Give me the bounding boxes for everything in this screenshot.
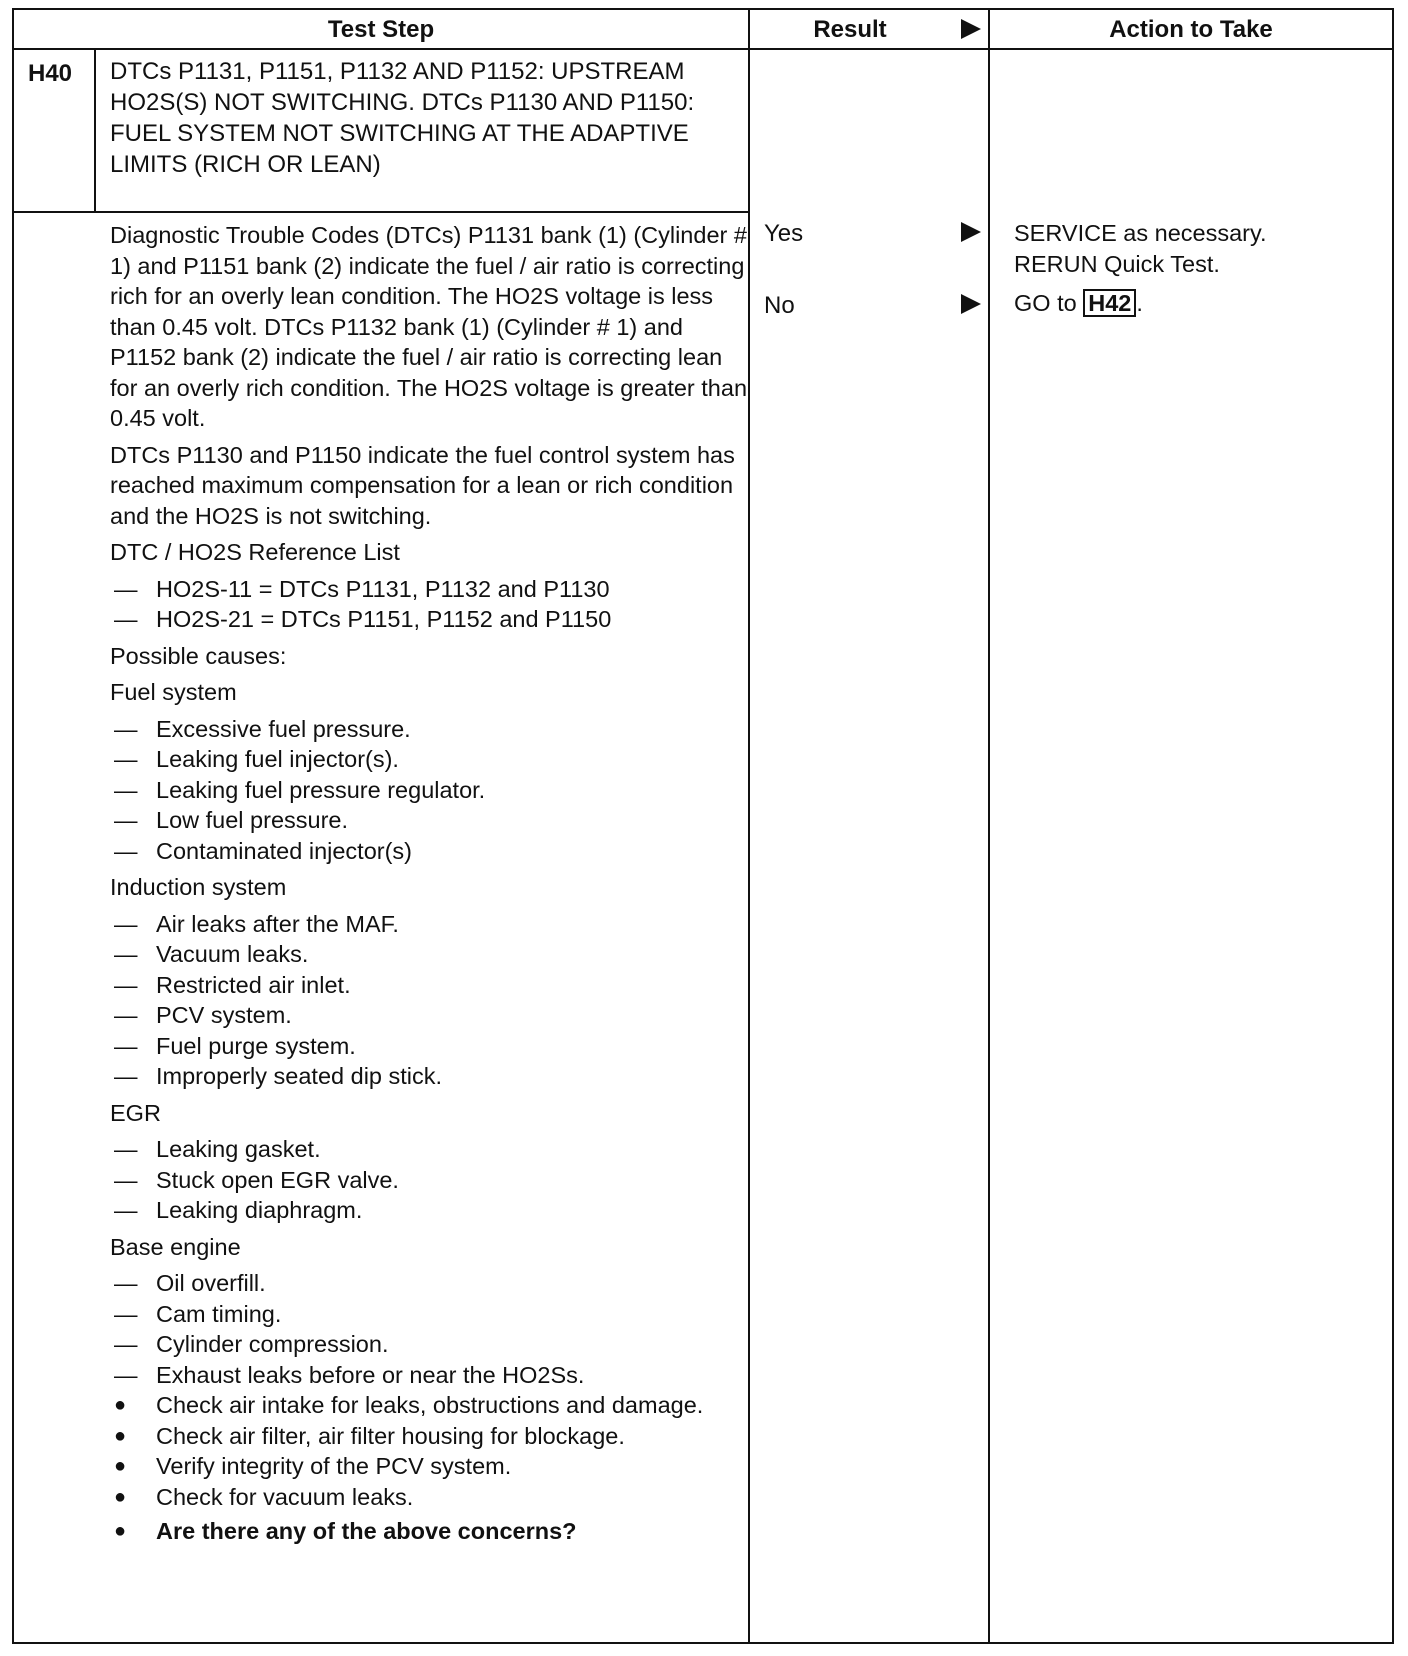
header-arrow-icon xyxy=(961,19,981,39)
divider-action xyxy=(988,10,990,1642)
fuel-list xyxy=(110,714,750,867)
body-paragraph-2: DTCs P1130 and P1150 indicate the fuel control system has reached maximum compensation for a lean or rich condition and the HO2S is not switching. xyxy=(110,441,735,529)
dash-icon: — xyxy=(114,1136,138,1162)
list-item: — Improperly seated dip stick. xyxy=(110,1061,750,1092)
action-no xyxy=(1014,288,1384,319)
list-item: — Oil overfill. xyxy=(110,1268,750,1299)
ref-heading: DTC / HO2S Reference List xyxy=(110,539,400,565)
dash-icon: — xyxy=(114,1197,138,1223)
bullet-icon: ● xyxy=(114,1394,127,1416)
causes-heading: Possible causes: xyxy=(110,642,287,669)
list-item: ● Check for vacuum leaks. xyxy=(110,1482,750,1513)
list-item: — Leaking fuel pressure regulator. xyxy=(110,775,750,806)
list-item: — Exhaust leaks before or near the HO2Ss. xyxy=(110,1360,750,1391)
list-item: — Stuck open EGR valve. xyxy=(110,1165,750,1196)
header-result: Result xyxy=(813,16,887,43)
dash-icon: — xyxy=(114,1300,138,1327)
action-yes-line-1: SERVICE as necessary. xyxy=(1014,220,1267,246)
list-item: — Cam timing. xyxy=(110,1299,750,1330)
dash-icon: — xyxy=(114,575,138,602)
list-item: — Air leaks after the MAF. xyxy=(110,909,750,940)
action-no-prefix: GO to xyxy=(1014,290,1077,316)
ref-list xyxy=(110,574,750,635)
dash-icon: — xyxy=(114,746,138,772)
induction-list xyxy=(110,909,750,1092)
dash-icon: — xyxy=(114,1002,138,1028)
header-action: Action to Take xyxy=(1109,16,1273,43)
dash-icon: — xyxy=(114,715,138,742)
dash-icon: — xyxy=(114,1331,138,1357)
dash-icon: — xyxy=(114,837,138,864)
bullet-icon: ● xyxy=(114,1455,127,1477)
bullet-icon: ● xyxy=(114,1485,127,1508)
dash-icon: — xyxy=(114,910,138,937)
step-title-underline xyxy=(14,211,748,213)
dash-icon: — xyxy=(114,1063,138,1089)
list-item: — HO2S-21 = DTCs P1151, P1152 and P1150 xyxy=(110,604,750,635)
list-item xyxy=(110,1516,750,1547)
dash-icon: — xyxy=(114,776,138,803)
checks-list xyxy=(110,1390,750,1512)
action-yes-line-2: RERUN Quick Test. xyxy=(1014,251,1220,277)
list-item: — Leaking gasket. xyxy=(110,1134,750,1165)
result-no: No xyxy=(764,292,795,319)
list-item: ● Check air filter, air filter housing for blockage. xyxy=(110,1421,750,1452)
bullet-icon: ● xyxy=(114,1424,127,1447)
dash-icon: — xyxy=(114,1032,138,1059)
list-item: ● Check air intake for leaks, obstructions and damage. xyxy=(110,1390,750,1421)
dash-icon: — xyxy=(114,807,138,833)
action-yes xyxy=(1014,218,1384,280)
list-item: — Fuel purge system. xyxy=(110,1031,750,1062)
base-list xyxy=(110,1268,750,1390)
fuel-heading: Fuel system xyxy=(110,679,237,705)
action-no-suffix: . xyxy=(1136,290,1143,316)
dash-icon: — xyxy=(114,1270,138,1296)
step-title-box xyxy=(14,50,748,213)
step-id: H40 xyxy=(28,60,73,87)
dash-icon: — xyxy=(114,941,138,967)
question-list xyxy=(110,1516,750,1547)
list-item: — Low fuel pressure. xyxy=(110,805,750,836)
base-heading: Base engine xyxy=(110,1233,241,1260)
list-item: — PCV system. xyxy=(110,1000,750,1031)
result-no-arrow-icon xyxy=(961,294,981,314)
dash-icon: — xyxy=(114,971,138,998)
egr-list xyxy=(110,1134,750,1226)
list-item: — Leaking fuel injector(s). xyxy=(110,744,750,775)
list-item: ● Verify integrity of the PCV system. xyxy=(110,1451,750,1482)
list-item: — Leaking diaphragm. xyxy=(110,1195,750,1226)
step-title: DTCs P1131, P1151, P1132 AND P1152: UPSTREAM HO2S(S) NOT SWITCHING. DTCs P1130 AND P1150: FUEL SYSTEM NOT SWITCHING AT THE ADAPTIVE LIMITS (RICH OR LEAN) xyxy=(110,58,695,178)
body-paragraph-1: Diagnostic Trouble Codes (DTCs) P1131 bank (1) (Cylinder # 1) and P1151 bank (2) indicate the fuel / air ratio is correcting rich for an overly lean condition. The HO2S voltage is less than 0.45 volt. DTCs P1132 bank (1) (Cylinder # 1) and P1152 bank (2) indicate the fuel / air ratio is correcting lean for an overly rich condition. The HO2S voltage is greater than 0.45 volt. xyxy=(110,222,748,431)
dash-icon: — xyxy=(114,1361,138,1388)
step-body xyxy=(110,220,750,1553)
induction-heading: Induction system xyxy=(110,874,287,900)
header-test-step: Test Step xyxy=(327,16,435,43)
result-yes-arrow-icon xyxy=(961,222,981,242)
egr-heading: EGR xyxy=(110,1099,161,1126)
list-item: — Restricted air inlet. xyxy=(110,970,750,1001)
result-yes: Yes xyxy=(764,220,804,247)
list-item: — Cylinder compression. xyxy=(110,1329,750,1360)
dash-icon: — xyxy=(114,606,138,632)
dash-icon: — xyxy=(114,1166,138,1193)
list-item: — Excessive fuel pressure. xyxy=(110,714,750,745)
bullet-icon: ● xyxy=(114,1520,127,1542)
step-id-divider xyxy=(94,50,96,213)
step-ref-link[interactable]: H42 xyxy=(1083,289,1136,317)
list-item: — HO2S-11 = DTCs P1131, P1132 and P1130 xyxy=(110,574,750,605)
question: Are there any of the above concerns? xyxy=(156,1518,577,1544)
list-item: — Contaminated injector(s) xyxy=(110,836,750,867)
diagnostic-table xyxy=(12,8,1394,1644)
list-item: — Vacuum leaks. xyxy=(110,939,750,970)
